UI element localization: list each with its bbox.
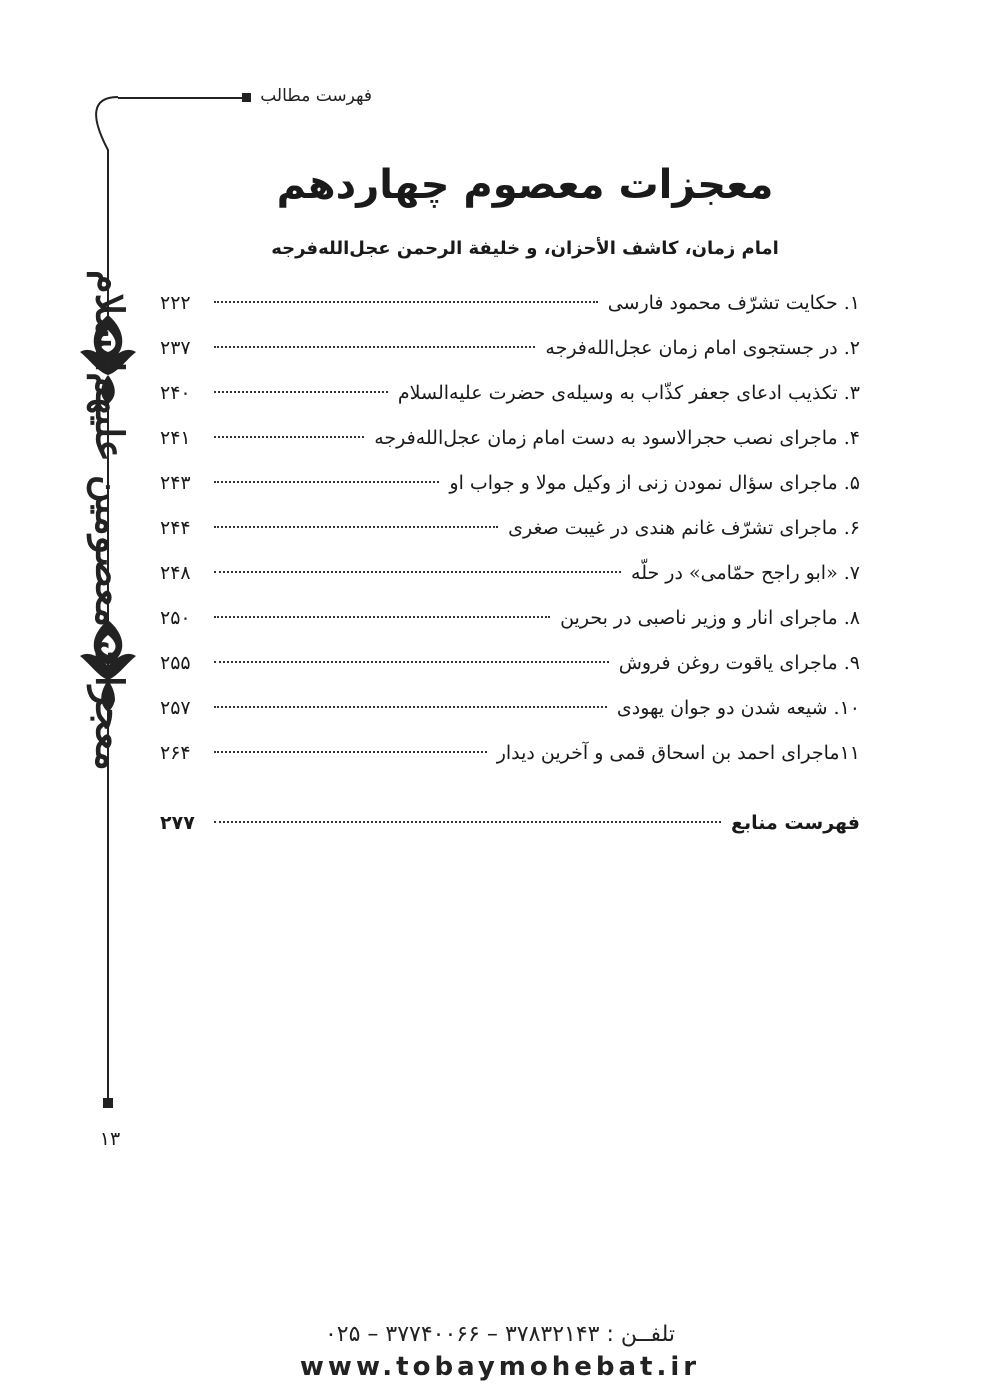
toc-leader (214, 616, 550, 618)
toc-leader (214, 481, 439, 483)
toc-entry-page: ۲۷۷ (160, 812, 195, 834)
toc-entry-4[interactable] (160, 427, 860, 472)
toc-leader (214, 391, 388, 393)
toc-entry-title: ۱۱ماجرای احمد بن اسحاق قمی و آخرین دیدار (496, 742, 860, 764)
spine-title (60, 269, 160, 771)
toc-entry-title: ۱. حکایت تشرّف محمود فارسی (607, 292, 860, 314)
page-number: ۱۳ (99, 1128, 121, 1150)
toc-entry-title: فهرست منابع (731, 812, 860, 834)
toc-entry-11[interactable] (160, 742, 860, 787)
toc-entry-page: ۲۵۰ (160, 607, 191, 629)
toc-entry-page: ۲۳۷ (160, 337, 191, 359)
toc-entry-title: ۲. در جستجوی امام زمان عجل‌الله‌فرجه (545, 337, 860, 359)
toc-leader (214, 301, 598, 303)
toc-entry-page: ۲۲۲ (160, 292, 191, 314)
header-square (242, 93, 251, 102)
toc-entry-page: ۲۶۴ (160, 742, 191, 764)
toc-entry-7[interactable] (160, 562, 860, 607)
toc-entry-page: ۲۴۰ (160, 382, 191, 404)
toc-leader (214, 526, 498, 528)
toc-entry-2[interactable] (160, 337, 860, 382)
margin-end-square (103, 1098, 113, 1108)
toc-leader (214, 751, 487, 753)
toc-entry-3[interactable] (160, 382, 860, 427)
toc-entry-title: ۶. ماجرای تشرّف غانم هندی در غیبت صغری (508, 517, 860, 539)
toc-leader (214, 661, 609, 663)
toc-entry-title: ۱۰. شیعه شدن دو جوان یهودی (616, 697, 860, 719)
toc-leader (214, 346, 535, 348)
toc-leader (214, 706, 607, 708)
toc-entry-title: ۳. تکذیب ادعای جعفر کذّاب به وسیله‌ی حضرت علیه‌السلام (397, 382, 860, 404)
toc-entry-page: ۲۴۳ (160, 472, 191, 494)
footer-phone: تلفــن : ۳۷۸۳۲۱۴۳ – ۳۷۷۴۰۰۶۶ – ۰۲۵ (324, 1322, 676, 1347)
chapter-title: معجزات معصوم چهاردهم (276, 162, 774, 208)
toc-leader (214, 571, 621, 573)
table-of-contents (160, 292, 860, 857)
toc-entry-6[interactable] (160, 517, 860, 562)
toc-entry-9[interactable] (160, 652, 860, 697)
footer-url[interactable]: www.tobaymohebat.ir (299, 1352, 701, 1382)
toc-entry-page: ۲۴۸ (160, 562, 191, 584)
spine-title-text: معجزات معصومین علیهم‌السلام (87, 269, 133, 771)
toc-leader (214, 436, 364, 438)
chapter-subtitle: امام زمان، کاشف الأحزان، و خلیفة الرحمن عجل‌الله‌فرجه (271, 238, 779, 259)
toc-entry-title: ۵. ماجرای سؤال نمودن زنی از وکیل مولا و جواب او (449, 472, 860, 494)
toc-entry-title: ۸. ماجرای انار و وزیر ناصبی در بحرین (560, 607, 860, 629)
toc-entry-5[interactable] (160, 472, 860, 517)
toc-entry-page: ۲۵۵ (160, 652, 191, 674)
toc-entry-page: ۲۵۷ (160, 697, 191, 719)
running-header: فهرست مطالب (260, 86, 372, 106)
toc-entry-page: ۲۴۱ (160, 427, 191, 449)
toc-leader (214, 821, 721, 823)
toc-entry-title: ۷. «ابو راجح حمّامی» در حلّه (631, 562, 860, 584)
toc-entry-title: ۹. ماجرای یاقوت روغن فروش (618, 652, 860, 674)
toc-entry-title: ۴. ماجرای نصب حجرالاسود به دست امام زمان عجل‌الله‌فرجه (374, 427, 860, 449)
toc-entry-sources[interactable] (160, 812, 860, 857)
toc-entry-1[interactable] (160, 292, 860, 337)
toc-entry-8[interactable] (160, 607, 860, 652)
toc-entry-page: ۲۴۴ (160, 517, 191, 539)
toc-entry-10[interactable] (160, 697, 860, 742)
